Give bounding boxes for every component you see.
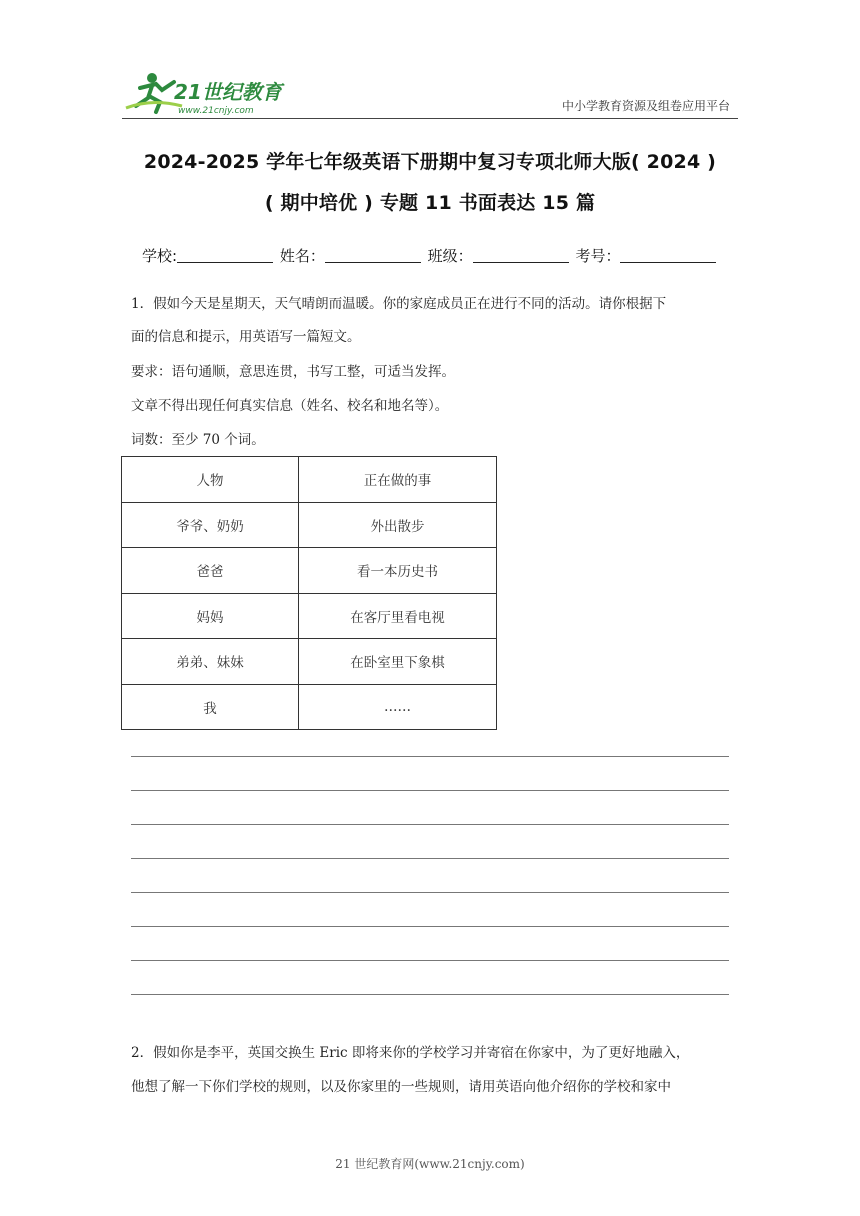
- class-label: 班级：: [427, 247, 473, 265]
- q1-prompt-line-2: 面的信息和提示，用英语写一篇短文。: [131, 329, 361, 345]
- writing-line[interactable]: [131, 858, 729, 859]
- table-cell: 弟弟、妹妹: [122, 639, 299, 685]
- table-cell: 我: [122, 684, 299, 730]
- school-label: 学校:: [142, 247, 178, 265]
- class-blank[interactable]: [473, 248, 569, 263]
- site-logo: [122, 68, 292, 116]
- table-cell: 正在做的事: [299, 457, 497, 503]
- name-blank[interactable]: [325, 248, 421, 263]
- exam-number-blank[interactable]: [620, 248, 716, 263]
- q1-requirement-1: 要求：语句通顺，意思连贯，书写工整，可适当发挥。: [131, 364, 455, 380]
- writing-line[interactable]: [131, 994, 729, 995]
- table-row: [122, 684, 497, 730]
- header-divider: [122, 118, 738, 119]
- student-info-row: [142, 245, 718, 266]
- q2-prompt-line-1: 2．假如你是李平，英国交换生 Eric 即将来你的学校学习并寄宿在你家中，为了更好地融入，: [131, 1045, 690, 1061]
- name-label: 姓名：: [279, 247, 325, 265]
- writing-line[interactable]: [131, 960, 729, 961]
- q1-requirement-2: 文章不得出现任何真实信息（姓名、校名和地名等）。: [131, 398, 449, 414]
- table-row: [122, 639, 497, 685]
- writing-line[interactable]: [131, 892, 729, 893]
- logo-text: 21世纪教育: [174, 80, 282, 104]
- table-cell: ……: [299, 684, 497, 730]
- table-cell: 在客厅里看电视: [299, 593, 497, 639]
- platform-tagline: 中小学教育资源及组卷应用平台: [561, 99, 730, 113]
- activity-table: [121, 456, 497, 730]
- table-cell: 爸爸: [122, 548, 299, 594]
- school-blank[interactable]: [177, 248, 273, 263]
- table-cell: 外出散步: [299, 502, 497, 548]
- table-cell: 在卧室里下象棋: [299, 639, 497, 685]
- table-row: [122, 548, 497, 594]
- page-title-line-2: ( 期中培优 ) 专题 11 书面表达 15 篇: [264, 192, 596, 214]
- table-cell: 爷爷、奶奶: [122, 502, 299, 548]
- q2-prompt-line-2: 他想了解一下你们学校的规则，以及你家里的一些规则，请用英语向他介绍你的学校和家中: [131, 1079, 671, 1095]
- exam-number-label: 考号：: [575, 247, 621, 265]
- page-footer: 21 世纪教育网(www.21cnjy.com): [335, 1157, 525, 1171]
- page-title-line-1: 2024-2025 学年七年级英语下册期中复习专项北师大版( 2024 ): [143, 151, 717, 173]
- logo-url: www.21cnjy.com: [178, 106, 254, 116]
- page-header: [0, 0, 860, 125]
- table-cell: 妈妈: [122, 593, 299, 639]
- writing-line[interactable]: [131, 824, 729, 825]
- writing-line[interactable]: [131, 926, 729, 927]
- table-cell: 人物: [122, 457, 299, 503]
- writing-line[interactable]: [131, 756, 729, 757]
- q1-prompt-line-1: 1．假如今天是星期天，天气晴朗而温暖。你的家庭成员正在进行不同的活动。请你根据下: [131, 296, 667, 312]
- q1-requirement-3: 词数：至少 70 个词。: [131, 432, 265, 448]
- writing-line[interactable]: [131, 790, 729, 791]
- table-cell: 看一本历史书: [299, 548, 497, 594]
- table-row: [122, 502, 497, 548]
- table-row: [122, 457, 497, 503]
- table-row: [122, 593, 497, 639]
